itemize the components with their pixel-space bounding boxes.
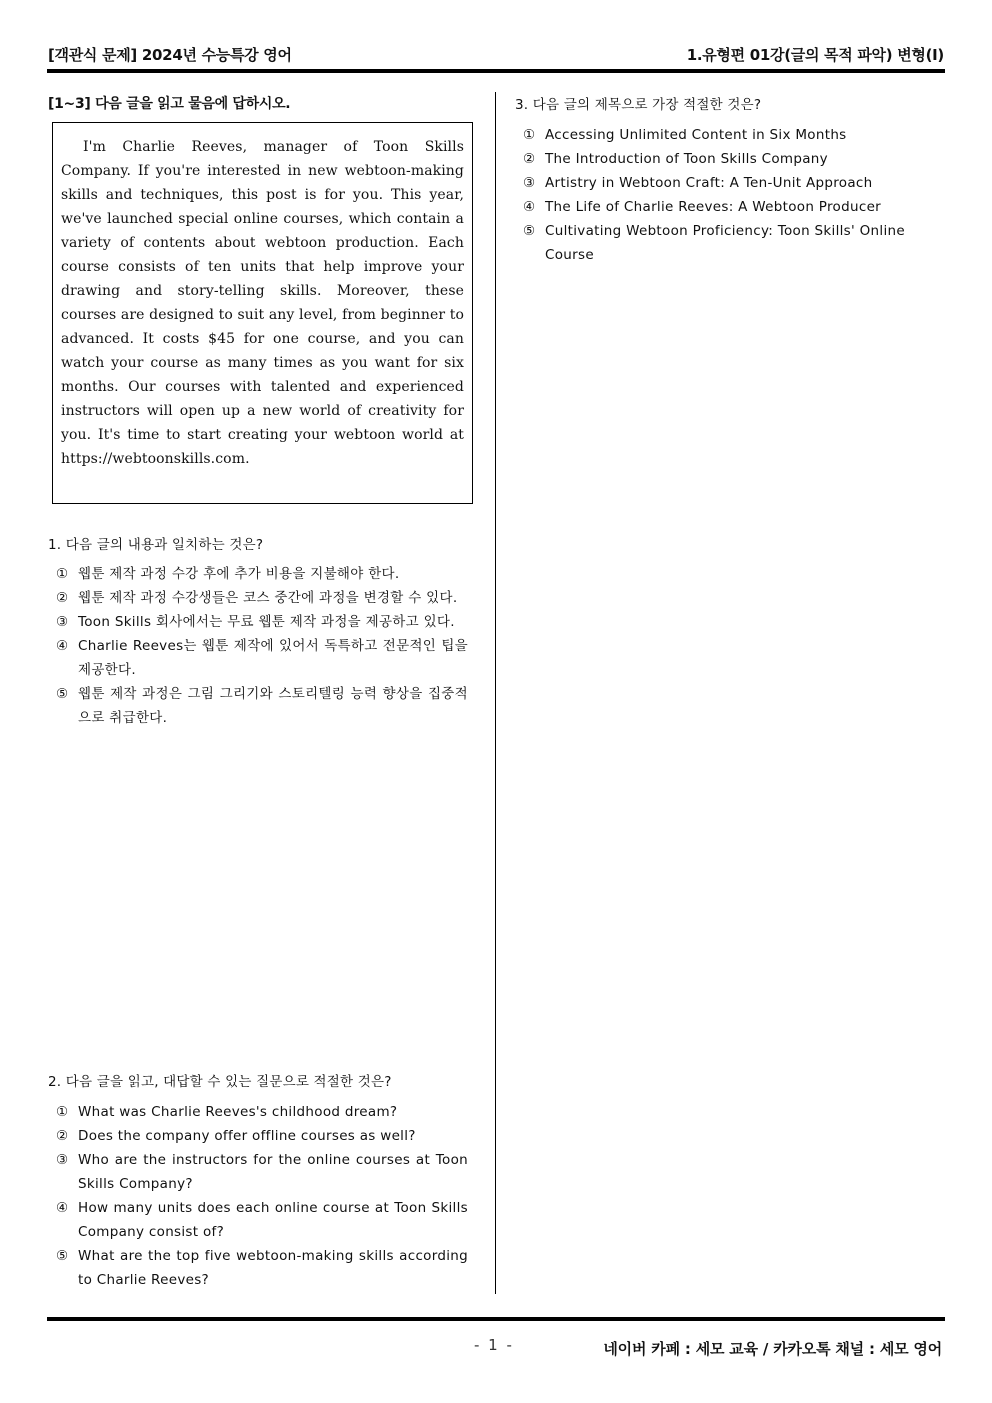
option[interactable]: ④ The Life of Charlie Reeves: A Webtoon Producer bbox=[523, 199, 882, 215]
page-number: - 1 - bbox=[474, 1336, 514, 1354]
option[interactable]: ③ Who are the instructors for the online courses at Toon Skills Company? bbox=[56, 1152, 468, 1192]
option[interactable]: ④ Charlie Reeves는 웹툰 제작에 있어서 독특하고 전문적인 팁을 제공한다. bbox=[56, 638, 468, 678]
question-2-stem: 2. 다음 글을 읽고, 대답할 수 있는 질문으로 적절한 것은? bbox=[48, 1074, 392, 1090]
header-title: [객관식 문제] 2024년 수능특강 영어 bbox=[48, 46, 292, 64]
option[interactable]: ③ Artistry in Webtoon Craft: A Ten-Unit Approach bbox=[523, 175, 873, 191]
bottom-rule bbox=[47, 1317, 945, 1321]
instructions: [1~3] 다음 글을 읽고 물음에 답하시오. bbox=[48, 96, 291, 112]
question-3-options bbox=[523, 123, 938, 267]
option[interactable]: ① What was Charlie Reeves's childhood dream? bbox=[56, 1104, 398, 1120]
option[interactable]: ④ How many units does each online course at Toon Skills Company consist of? bbox=[56, 1200, 468, 1240]
option[interactable]: ① Accessing Unlimited Content in Six Months bbox=[523, 127, 847, 143]
header-unit: 1.유형편 01강(글의 목적 파악) 변형(I) bbox=[686, 46, 944, 64]
option[interactable]: ⑤ 웹툰 제작 과정은 그림 그리기와 스토리텔링 능력 향상을 집중적으로 취급한다. bbox=[56, 686, 468, 726]
top-rule bbox=[47, 69, 945, 73]
option[interactable]: ① 웹툰 제작 과정 수강 후에 추가 비용을 지불해야 한다. bbox=[56, 566, 400, 582]
question-1-stem: 1. 다음 글의 내용과 일치하는 것은? bbox=[48, 537, 264, 553]
question-3-stem: 3. 다음 글의 제목으로 가장 적절한 것은? bbox=[515, 97, 762, 113]
option[interactable]: ② Does the company offer offline courses as well? bbox=[56, 1128, 416, 1144]
question-1-options bbox=[56, 562, 468, 730]
question-2-options bbox=[56, 1100, 468, 1292]
column-divider bbox=[495, 92, 496, 1294]
option[interactable]: ⑤ Cultivating Webtoon Proficiency: Toon Skills' Online Course bbox=[523, 223, 905, 263]
option[interactable]: ② 웹툰 제작 과정 수강생들은 코스 중간에 과정을 변경할 수 있다. bbox=[56, 590, 458, 606]
option[interactable]: ⑤ What are the top five webtoon-making skills according to Charlie Reeves? bbox=[56, 1248, 468, 1288]
passage-box: I'm Charlie Reeves, manager of Toon Skills Company. If you're interested in new webtoon-making skills and techniques, this post is for you. This year, we've launched special online courses, which contain a variety of contents about webtoon production. Each course consists of ten units that help improve your drawing and story-telling skills. Moreover, these courses are designed to suit any level, from beginner to advanced. It costs $45 for one course, and you can watch your course as many times as you want for six months. Our courses with talented and experienced instructors will open up a new world of creativity for you. It's time to start creating your webtoon world at https://webtoonskills.com. bbox=[52, 122, 473, 504]
option[interactable]: ② The Introduction of Toon Skills Company bbox=[523, 151, 828, 167]
footer-channel: 네이버 카페 : 세모 교육 / 카카오톡 채널 : 세모 영어 bbox=[603, 1340, 942, 1358]
option[interactable]: ③ Toon Skills 회사에서는 무료 웹툰 제작 과정을 제공하고 있다. bbox=[56, 614, 455, 630]
